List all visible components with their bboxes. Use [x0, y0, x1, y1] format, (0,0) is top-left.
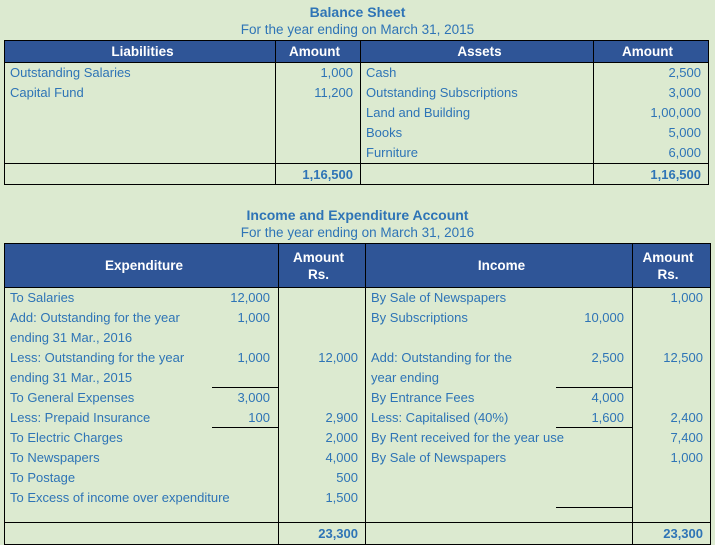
liability-amount: [276, 123, 361, 143]
table-row: [5, 143, 708, 163]
expenditure-amount: 500: [279, 468, 366, 488]
income-expenditure-header-row: [5, 244, 710, 288]
balance-sheet-title: Balance Sheet: [309, 4, 406, 20]
expenditure-sub-amount: [212, 368, 278, 388]
expenditure-item: To Newspapers: [10, 450, 100, 465]
income-sub-amount: 1,600: [556, 408, 632, 428]
asset-amount: 2,500: [668, 65, 701, 80]
expenditure-sub-amount: [212, 328, 278, 348]
expenditure-sub-amount: [212, 488, 278, 508]
table-row: [5, 388, 710, 408]
balance-sheet-subtitle: For the year ending on March 31, 2015: [240, 22, 475, 37]
asset-name: Books: [361, 123, 594, 143]
income-sub-amount: [556, 448, 632, 468]
header-expenditure-label: Expenditure: [104, 258, 183, 273]
expenditure-amount: [279, 368, 366, 388]
asset-amount: 6,000: [668, 145, 701, 160]
header-assets: Assets: [361, 41, 594, 62]
expenditure-item: ending 31 Mar., 2016: [10, 330, 133, 345]
header-expenditure: [5, 244, 279, 287]
expenditure-item: To Salaries: [10, 290, 75, 305]
expenditure-sub-amount: 3,000: [237, 390, 270, 405]
income-sub-amount: [556, 468, 632, 488]
total-spacer: [366, 523, 633, 544]
income-sub-amount: [556, 328, 632, 348]
income-item: [371, 488, 556, 508]
income-amount: 7,400: [670, 430, 703, 445]
header-rs-label: Rs.: [307, 266, 329, 282]
income-amount: [633, 388, 710, 408]
header-rs-label: Rs.: [657, 266, 679, 282]
header-amount-left: Amount: [276, 41, 361, 62]
header-income: [366, 244, 633, 287]
expenditure-item: To Electric Charges: [10, 430, 123, 445]
liability-name: Outstanding Salaries: [5, 63, 276, 83]
income-expenditure-subtitle: For the year ending on March 31, 2016: [240, 225, 475, 240]
liability-name: [5, 123, 276, 143]
expenditure-amount: 12,000: [279, 348, 366, 368]
total-spacer: [361, 164, 594, 184]
expenditure-sub-amount: 1,000: [237, 350, 270, 365]
table-row: [5, 348, 710, 368]
income-sub-amount: [556, 288, 632, 308]
income-amount: [633, 328, 710, 348]
income-amount: [633, 468, 710, 488]
header-income-label: Income: [477, 258, 526, 273]
table-row: [5, 448, 710, 468]
expenditure-item: To General Expenses: [10, 390, 135, 405]
income-item: By Rent received for the year use: [371, 430, 564, 445]
header-amount-rs-left: [279, 244, 366, 287]
total-liabilities: 1,16,500: [276, 164, 361, 184]
expenditure-amount: 2,900: [279, 408, 366, 428]
liability-amount: 11,200: [276, 83, 361, 103]
expenditure-amount: [279, 308, 366, 328]
expenditure-amount: 2,000: [279, 428, 366, 448]
expenditure-amount: [279, 388, 366, 408]
income-expenditure-title: Income and Expenditure Account: [246, 207, 469, 223]
table-row: [5, 328, 710, 348]
income-amount: 1,000: [670, 290, 703, 305]
blank-cell: [366, 508, 633, 522]
expenditure-amount: 4,000: [279, 448, 366, 468]
total-spacer: [5, 523, 279, 544]
total-spacer: [5, 164, 276, 184]
liability-amount: 1,000: [276, 63, 361, 83]
income-amount: [633, 488, 710, 508]
asset-amount: 1,00,000: [650, 105, 701, 120]
expenditure-amount: [279, 328, 366, 348]
blank-cell: [5, 508, 279, 522]
income-sub-amount: 4,000: [591, 390, 624, 405]
expenditure-sub-amount: 1,000: [237, 310, 270, 325]
total-assets: 1,16,500: [650, 167, 701, 182]
expenditure-sub-amount: [212, 468, 278, 488]
balance-sheet-table: [4, 40, 709, 185]
income-item: year ending: [371, 370, 439, 385]
expenditure-item: ending 31 Mar., 2015: [10, 370, 133, 385]
income-item: By Sale of Newspapers: [371, 290, 507, 305]
asset-name: Cash: [361, 63, 594, 83]
income-amount: 2,400: [670, 410, 703, 425]
liability-name: [5, 143, 276, 163]
table-row: [5, 288, 710, 308]
blank-cell: [633, 508, 710, 522]
header-amount-right: Amount: [622, 44, 673, 59]
income-sub-amount: 2,500: [591, 350, 624, 365]
income-item: Add: Outstanding for the: [371, 350, 512, 365]
liability-amount: [276, 143, 361, 163]
income-item: Less: Capitalised (40%): [371, 410, 509, 425]
income-amount: 1,000: [670, 450, 703, 465]
income-item: By Entrance Fees: [371, 390, 475, 405]
expenditure-item: To Excess of income over expenditure: [10, 490, 230, 505]
total-income: 23,300: [663, 526, 703, 541]
table-row: [5, 123, 708, 143]
table-row: [5, 83, 708, 103]
income-item: [371, 328, 556, 348]
expenditure-sub-amount: 12,000: [230, 290, 270, 305]
table-row: [5, 428, 710, 448]
expenditure-sub-amount: [212, 428, 278, 448]
liability-amount: [276, 103, 361, 123]
expenditure-item: Add: Outstanding for the year: [10, 310, 180, 325]
expenditure-item: To Postage: [10, 470, 76, 485]
header-amount-rs-right: [633, 244, 710, 287]
expenditure-sub-amount: [212, 448, 278, 468]
asset-amount: 5,000: [668, 125, 701, 140]
section-gap: [0, 185, 715, 203]
income-amount: [633, 368, 710, 388]
header-amount-label: Amount: [642, 249, 694, 265]
expenditure-sub-amount: 100: [212, 408, 278, 428]
balance-sheet-total-row: [5, 163, 708, 184]
income-item: By Subscriptions: [371, 310, 468, 325]
liability-name: [5, 103, 276, 123]
income-expenditure-total-row: [5, 522, 710, 544]
asset-name: Land and Building: [361, 103, 594, 123]
asset-name: Outstanding Subscriptions: [361, 83, 594, 103]
header-amount-label: Amount: [293, 249, 344, 265]
balance-sheet-header-row: [5, 41, 708, 63]
income-sub-amount: [556, 428, 632, 448]
expenditure-item: Less: Outstanding for the year: [10, 350, 185, 365]
income-sub-amount: [556, 368, 632, 388]
income-item: [371, 468, 556, 488]
income-amount: 12,500: [663, 350, 703, 365]
expenditure-amount: [279, 288, 366, 308]
asset-amount: 3,000: [668, 85, 701, 100]
table-row: [5, 468, 710, 488]
table-row: [5, 103, 708, 123]
header-liabilities: Liabilities: [5, 41, 276, 62]
table-row: [5, 368, 710, 388]
table-row: [5, 308, 710, 328]
income-sub-amount: 10,000: [584, 310, 624, 325]
income-expenditure-table: [4, 243, 711, 545]
expenditure-item: Less: Prepaid Insurance: [10, 410, 151, 425]
blank-cell: [279, 508, 366, 522]
asset-name: Furniture: [361, 143, 594, 163]
income-item: By Sale of Newspapers: [371, 450, 507, 465]
total-expenditure: 23,300: [279, 523, 366, 544]
income-sub-amount: [556, 488, 632, 508]
blank-row: [5, 508, 710, 522]
table-row: [5, 408, 710, 428]
table-row: [5, 63, 708, 83]
liability-name: Capital Fund: [5, 83, 276, 103]
expenditure-amount: 1,500: [279, 488, 366, 508]
table-row: [5, 488, 710, 508]
income-amount: [633, 308, 710, 328]
